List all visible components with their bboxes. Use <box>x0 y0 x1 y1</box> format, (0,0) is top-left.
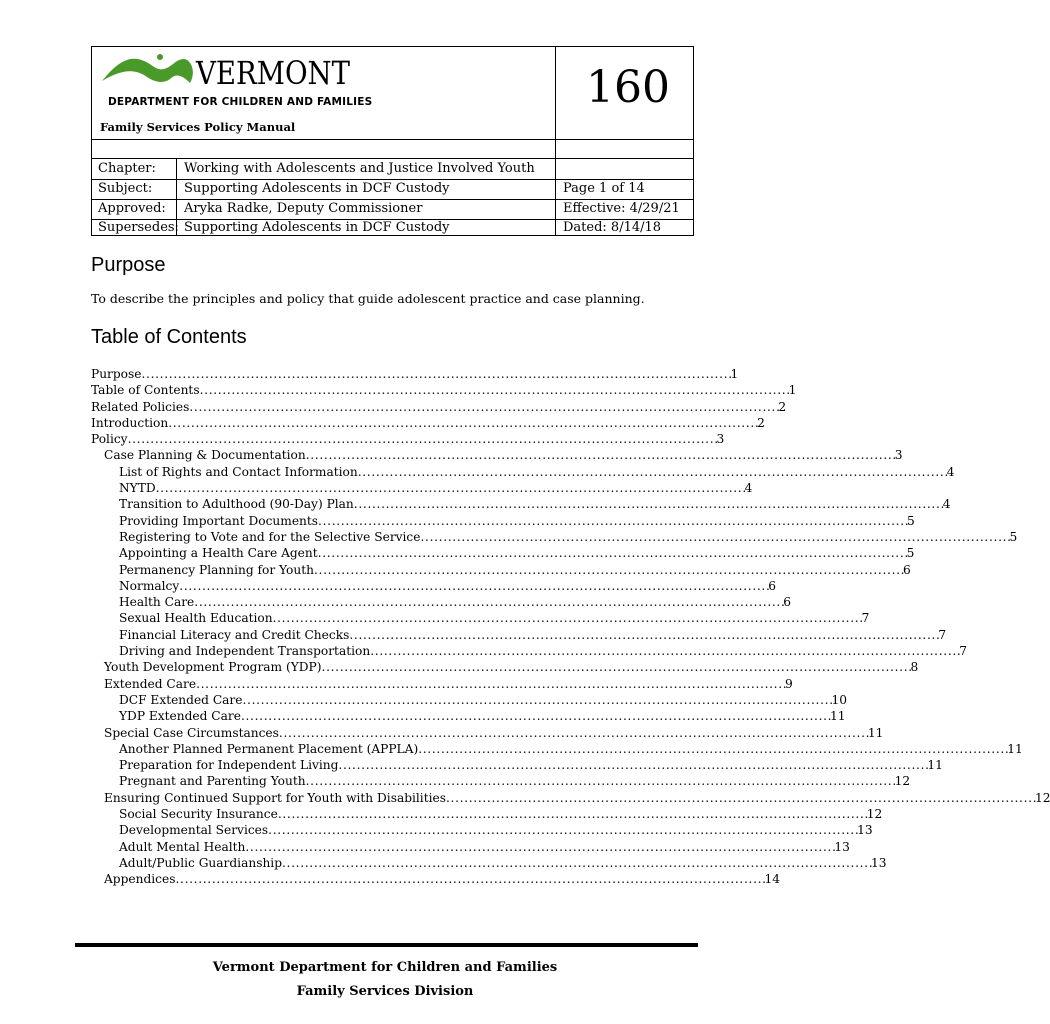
toc-entry-page: 1 <box>788 383 797 398</box>
toc-entry-page: 7 <box>959 644 967 659</box>
toc-dot-leader <box>349 627 938 643</box>
toc-entry-title: Normalcy <box>119 578 180 593</box>
toc-entry-title: Related Policies <box>91 399 190 414</box>
purpose-text: To describe the principles and policy that guide adolescent practice and case planning. <box>91 291 645 306</box>
toc-dot-leader <box>354 496 943 512</box>
toc-dot-leader <box>273 610 862 626</box>
toc-entry[interactable] <box>91 610 870 626</box>
toc-entry[interactable] <box>91 447 903 463</box>
chapter-value: Working with Adolescents and Justice Involved Youth <box>184 161 535 176</box>
toc-entry[interactable] <box>91 822 873 838</box>
toc-dot-leader <box>141 366 730 382</box>
toc-entry[interactable] <box>91 399 787 415</box>
toc-entry-title: Case Planning & Documentation <box>104 448 306 463</box>
toc-dot-leader <box>175 871 764 887</box>
toc-entry-page: 4 <box>744 481 753 496</box>
toc-dot-leader <box>268 822 857 838</box>
toc-dot-leader <box>168 415 757 431</box>
toc-dot-leader <box>278 806 867 822</box>
toc-entry[interactable] <box>91 431 725 447</box>
toc-entry-page: 2 <box>778 399 787 414</box>
toc-entry-title: Financial Literacy and Credit Checks <box>119 627 350 642</box>
toc-entry-page: 11 <box>927 758 943 773</box>
toc-entry-title: NYTD <box>119 481 156 496</box>
toc-entry-page: 4 <box>946 464 955 479</box>
toc-dot-leader <box>189 399 778 415</box>
toc-entry-title: Table of Contents <box>91 383 200 398</box>
toc-dot-leader <box>418 741 1007 757</box>
toc-entry-page: 4 <box>942 497 951 512</box>
toc-entry-title: Registering to Vote and for the Selective Service <box>119 529 421 544</box>
chapter-label: Chapter: <box>98 161 156 176</box>
toc-dot-leader <box>241 708 830 724</box>
toc-entry[interactable] <box>91 676 793 692</box>
toc-entry[interactable] <box>91 839 850 855</box>
toc-entry-title: Preparation for Independent Living <box>119 758 339 773</box>
department-name: DEPARTMENT FOR CHILDREN AND FAMILIES <box>108 96 373 108</box>
toc-dot-leader <box>420 529 1009 545</box>
toc-dot-leader <box>322 659 911 675</box>
toc-entry[interactable] <box>91 627 947 643</box>
toc-entry-page: 14 <box>764 872 780 887</box>
footer-rule <box>75 943 698 947</box>
toc-entry-page: 10 <box>831 692 847 707</box>
toc-entry[interactable] <box>91 871 780 887</box>
toc-entry-page: 6 <box>783 595 792 610</box>
toc-entry[interactable] <box>91 725 884 741</box>
toc-entry-title: Developmental Services <box>119 823 269 838</box>
toc-entry-title: Introduction <box>91 415 169 430</box>
toc-entry-title: Special Case Circumstances <box>104 725 279 740</box>
table-of-contents <box>91 366 1050 888</box>
toc-entry-title: DCF Extended Care <box>119 692 243 707</box>
toc-entry-page: 11 <box>867 725 884 740</box>
toc-entry[interactable] <box>91 757 943 773</box>
toc-entry[interactable] <box>91 366 739 382</box>
toc-entry-title: Adult Mental Health <box>119 839 246 854</box>
toc-entry-page: 3 <box>716 432 725 447</box>
toc-dot-leader <box>242 692 831 708</box>
toc-entry-page: 12 <box>1034 790 1050 805</box>
toc-dot-leader <box>358 464 947 480</box>
toc-entry[interactable] <box>91 790 1050 806</box>
page-count: Page 1 of 14 <box>563 181 645 196</box>
toc-entry[interactable] <box>91 594 792 610</box>
header-table <box>91 46 694 236</box>
toc-entry-page: 7 <box>938 627 947 642</box>
toc-entry-page: 11 <box>1007 741 1023 756</box>
toc-dot-leader <box>370 643 959 659</box>
toc-entry-title: Appointing a Health Care Agent <box>119 546 318 561</box>
toc-dot-leader <box>194 594 783 610</box>
toc-entry[interactable] <box>91 578 777 594</box>
toc-entry-title: Transition to Adulthood (90-Day) Plan <box>119 497 354 512</box>
toc-entry-title: Another Planned Permanent Placement (APPLA) <box>119 741 419 756</box>
toc-entry-title: Pregnant and Parenting Youth <box>119 774 306 789</box>
dated-date: Dated: 8/14/18 <box>563 220 662 235</box>
toc-dot-leader <box>245 839 834 855</box>
toc-entry-title: Social Security Insurance <box>119 807 278 822</box>
vermont-logo <box>100 51 354 93</box>
toc-dot-leader <box>318 545 907 561</box>
toc-dot-leader <box>179 578 768 594</box>
toc-entry-page: 12 <box>894 774 911 789</box>
toc-entry-page: 9 <box>785 676 793 691</box>
toc-entry-page: 8 <box>910 660 919 675</box>
toc-entry[interactable] <box>91 480 753 496</box>
toc-dot-leader <box>282 855 871 871</box>
toc-entry-page: 6 <box>768 578 777 593</box>
toc-entry[interactable] <box>91 415 765 431</box>
toc-entry-title: Permanency Planning for Youth <box>119 562 314 577</box>
footer-department: Vermont Department for Children and Families <box>212 960 558 975</box>
toc-entry-title: Policy <box>91 432 128 447</box>
toc-entry-page: 11 <box>829 709 846 724</box>
footer-division: Family Services Division <box>296 984 474 999</box>
toc-dot-leader <box>128 431 717 447</box>
supersedes-label: Supersedes: <box>98 220 179 235</box>
toc-entry[interactable] <box>91 692 847 708</box>
toc-entry-title: Sexual Health Education <box>119 611 273 626</box>
toc-entry-page: 13 <box>834 839 850 854</box>
toc-entry-page: 1 <box>730 367 739 381</box>
toc-entry-page: 5 <box>1009 529 1018 544</box>
toc-entry-page: 5 <box>907 513 915 528</box>
toc-entry[interactable] <box>91 741 1023 757</box>
toc-entry[interactable] <box>91 659 919 675</box>
toc-dot-leader <box>314 562 903 578</box>
toc-dot-leader <box>279 725 868 741</box>
toc-entry[interactable] <box>91 513 915 529</box>
toc-dot-leader <box>306 447 895 463</box>
toc-dot-leader <box>306 773 895 789</box>
toc-dot-leader <box>196 676 785 692</box>
toc-entry-page: 13 <box>857 823 873 838</box>
approved-label: Approved: <box>98 201 166 216</box>
manual-title: Family Services Policy Manual <box>100 120 296 134</box>
toc-entry-page: 6 <box>902 562 911 577</box>
toc-entry[interactable] <box>91 708 846 724</box>
toc-entry-title: Extended Care <box>104 676 197 691</box>
logo-wordmark: VERMONT <box>195 54 351 92</box>
toc-entry-page: 5 <box>906 546 915 561</box>
approved-value: Aryka Radke, Deputy Commissioner <box>184 201 423 216</box>
toc-entry-page: 12 <box>866 807 883 822</box>
toc-entry[interactable] <box>91 529 1018 545</box>
toc-entry-title: Providing Important Documents <box>119 513 319 528</box>
toc-entry-page: 7 <box>861 611 870 626</box>
purpose-heading: Purpose <box>91 254 166 276</box>
toc-dot-leader <box>200 382 789 398</box>
toc-entry-title: List of Rights and Contact Information <box>119 464 358 479</box>
toc-entry-title: Driving and Independent Transportation <box>119 644 371 659</box>
toc-entry[interactable] <box>91 643 967 659</box>
toc-entry[interactable] <box>91 806 883 822</box>
toc-entry-title: Appendices <box>104 872 176 887</box>
toc-entry[interactable] <box>91 545 915 561</box>
manual-number: 160 <box>586 62 670 113</box>
toc-entry[interactable] <box>91 464 955 480</box>
toc-entry[interactable] <box>91 496 951 512</box>
toc-entry-title: YDP Extended Care <box>119 709 241 724</box>
toc-dot-leader <box>156 480 745 496</box>
toc-dot-leader <box>338 757 927 773</box>
supersedes-value: Supporting Adolescents in DCF Custody <box>184 220 450 235</box>
toc-entry[interactable] <box>91 773 911 789</box>
toc-entry-page: 13 <box>870 855 887 870</box>
subject-value: Supporting Adolescents in DCF Custody <box>184 181 450 196</box>
toc-entry[interactable] <box>91 382 797 398</box>
toc-entry-title: Ensuring Continued Support for Youth with Disabilities <box>104 790 446 805</box>
toc-entry[interactable] <box>91 855 887 871</box>
toc-dot-leader <box>318 513 907 529</box>
effective-date: Effective: 4/29/21 <box>563 201 680 216</box>
toc-dot-leader <box>446 790 1035 806</box>
subject-label: Subject: <box>98 181 153 196</box>
toc-entry-title: Adult/Public Guardianship <box>119 855 282 870</box>
green-mountains-icon <box>102 59 193 83</box>
toc-heading: Table of Contents <box>91 326 247 348</box>
toc-entry-title: Youth Development Program (YDP) <box>104 660 322 675</box>
toc-entry-page: 2 <box>757 415 765 430</box>
toc-entry-page: 3 <box>894 448 903 463</box>
toc-entry[interactable] <box>91 562 911 578</box>
toc-entry-title: Health Care <box>119 595 195 610</box>
toc-entry-title: Purpose <box>91 367 142 381</box>
